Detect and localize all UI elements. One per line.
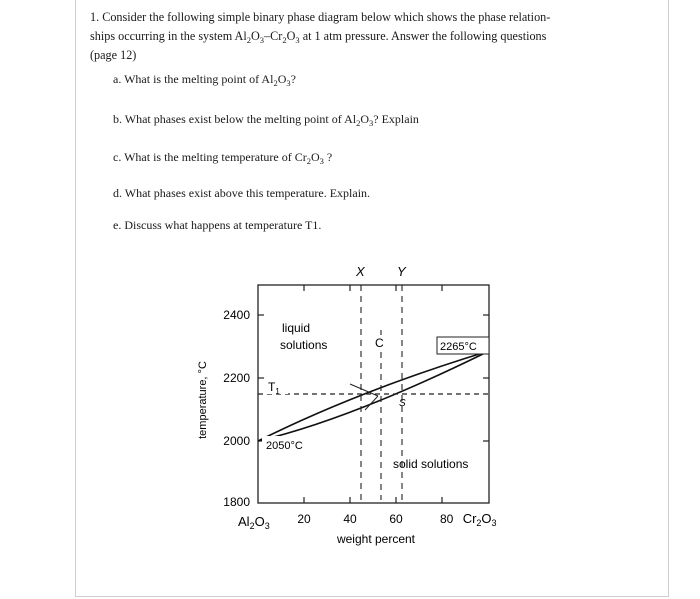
x-label: X [356, 264, 365, 279]
sub-question-c: c. What is the melting temperature of $Cr_2O_3$ ? [113, 150, 333, 166]
x-axis-title: weight percent [336, 532, 416, 546]
x-tick-label-al2o3: $Al_2O_3$ [238, 514, 270, 531]
sub-question-b: b. What phases exist below the melting point of $Al_2O_3$? Explain [113, 112, 419, 128]
y-label: Y [397, 264, 406, 279]
melting-point-cr2o3-label: 2265°C [440, 341, 477, 353]
y-axis-title: temperature, °C [197, 361, 209, 439]
melting-point-al2o3-label: 2050°C [266, 440, 303, 452]
x-tick-label-80: 80 $Cr_2O_3$ [440, 511, 497, 528]
sub-question-a: a. What is the melting point of $Al_2O_3$? [113, 72, 296, 88]
solidus-line [258, 351, 489, 441]
y-tick-label-1800: 1800 [223, 495, 250, 509]
sub-question-e: e. Discuss what happens at temperature T1. [113, 218, 322, 232]
s-label: S [399, 398, 406, 409]
y-tick-label-2400: 2400 [223, 308, 250, 322]
t1-label: $T_1$ [268, 380, 280, 396]
x-tick-label-60: 60 [389, 512, 403, 526]
sub-question-d: d. What phases exist above this temperature. Explain. [113, 186, 371, 200]
solid-label: solid solutions [393, 457, 469, 471]
x-tick-label-40: 40 [343, 512, 357, 526]
y-tick-label-2200: 2200 [223, 371, 250, 385]
question-line-3: (page 12) [90, 48, 137, 62]
question-line-2: ships occurring in the system $Al_2O_3-Cr_2O_3$ at 1 atm pressure. Answer the following questions [90, 29, 547, 45]
question-line-1: 1. Consider the following simple binary phase diagram below which shows the phase relation- [90, 10, 551, 24]
liquid-label-2: solutions [280, 338, 328, 352]
x-tick-label-20: 20 [297, 512, 311, 526]
liquid-label-1: liquid [282, 321, 311, 335]
liquidus-line [258, 351, 489, 441]
c-label: C [375, 336, 384, 350]
y-tick-label-2000: 2000 [223, 434, 250, 448]
